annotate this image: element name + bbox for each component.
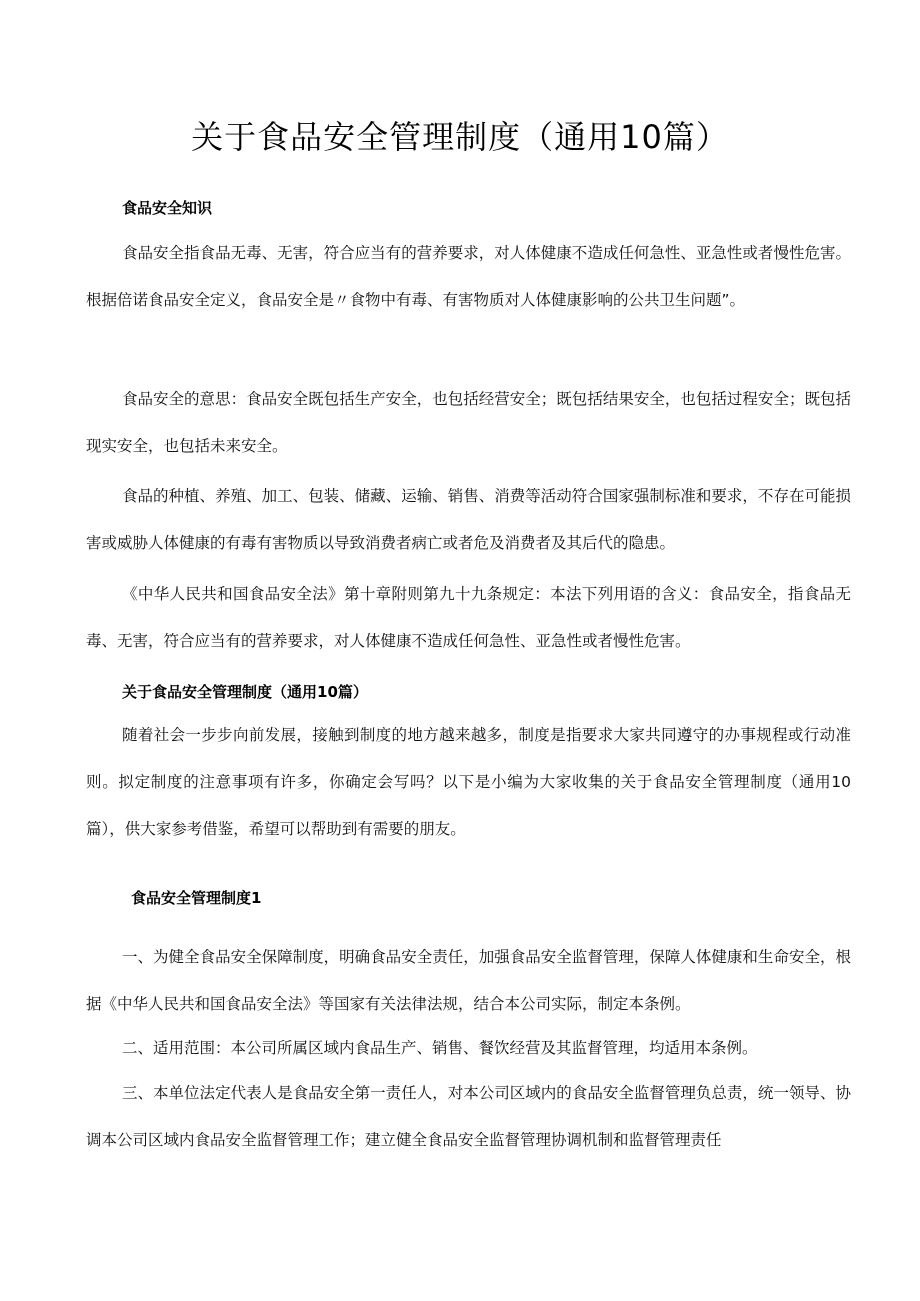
paragraph-activities: 食品的种植、养殖、加工、包装、储藏、运输、销售、消费等活动符合国家强制标准和要求，不存在可能损害或威胁人体健康的有毒有害物质以导致消费者病亡或者危及消费者及其后代的隐患。 <box>86 487 851 552</box>
section-heading-system: 关于食品安全管理制度（通用10篇） <box>122 683 368 701</box>
paragraph-law-definition: 《中华人民共和国食品安全法》第十章附则第九十九条规定：本法下列用语的含义：食品安全，指食品无毒、无害，符合应当有的营养要求，对人体健康不造成任何急性、亚急性或者慢性危害。 <box>86 585 851 650</box>
paragraph-article-1: 一、为健全食品安全保障制度，明确食品安全责任，加强食品安全监督管理，保障人体健康和生命安全，根据《中华人民共和国食品安全法》等国家有关法律法规，结合本公司实际，制定本条例。 <box>86 948 851 1013</box>
paragraph-definition: 食品安全指食品无毒、无害，符合应当有的营养要求，对人体健康不造成任何急性、亚急性或者慢性危害。根据倍诺食品安全定义，食品安全是〃食物中有毒、有害物质对人体健康影响的公共卫生问题”。 <box>86 244 851 309</box>
paragraph-meaning: 食品安全的意思：食品安全既包括生产安全，也包括经营安全；既包括结果安全，也包括过程安全；既包括现实安全，也包括未来安全。 <box>86 390 851 455</box>
section-heading-knowledge: 食品安全知识 <box>122 199 213 217</box>
section-heading-system-1: 食品安全管理制度1 <box>131 889 262 907</box>
paragraph-article-3: 三、本单位法定代表人是食品安全第一责任人，对本公司区域内的食品安全监督管理负总责，统一领导、协调本公司区域内食品安全监督管理工作；建立健全食品安全监督管理协调机制和监督管理责任 <box>86 1084 851 1149</box>
document-title: 关于食品安全管理制度（通用10篇） <box>191 118 729 156</box>
paragraph-article-2: 二、适用范围：本公司所属区域内食品生产、销售、餐饮经营及其监督管理，均适用本条例。 <box>122 1039 758 1057</box>
paragraph-introduction: 随着社会一步步向前发展，接触到制度的地方越来越多，制度是指要求大家共同遵守的办事规程或行动准则。拟定制度的注意事项有许多，你确定会写吗？以下是小编为大家收集的关于食品安全管理制度（通用10篇），供大家参考借鉴，希望可以帮助到有需要的朋友。 <box>86 726 851 838</box>
